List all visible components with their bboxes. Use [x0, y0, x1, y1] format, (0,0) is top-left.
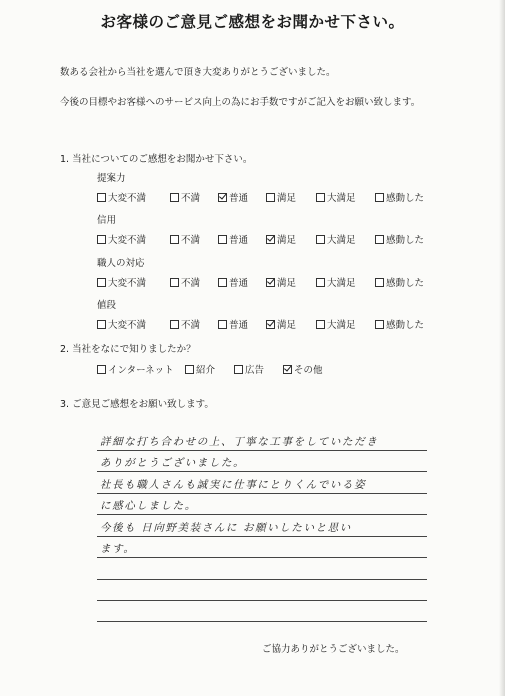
option-q1-0-2[interactable] — [218, 190, 248, 204]
option-label: 広告 — [245, 365, 265, 376]
option-q2-2[interactable] — [234, 362, 264, 376]
category-label: 提案力 — [97, 173, 126, 184]
option-q2-3[interactable] — [283, 362, 323, 376]
option-q1-0-3[interactable] — [266, 190, 296, 204]
scan-edge-shadow — [499, 0, 505, 696]
option-label: 大変不満 — [108, 320, 147, 331]
checkbox-q2-3[interactable] — [283, 365, 292, 374]
option-label: インターネット — [108, 365, 174, 376]
comment-rule-line — [97, 600, 427, 601]
option-q2-1[interactable] — [185, 362, 215, 376]
checkbox-q1-0-3[interactable] — [266, 193, 275, 202]
checkbox-q1-1-4[interactable] — [316, 235, 325, 244]
page-title: お客様のご意見ご感想をお聞かせ下さい。 — [100, 13, 405, 31]
option-q1-3-3[interactable] — [266, 317, 296, 331]
option-q1-3-0[interactable] — [97, 317, 146, 331]
handwritten-comment-line: に感心しました。 — [100, 500, 197, 512]
option-label: 大満足 — [327, 193, 356, 204]
option-label: 満足 — [277, 193, 297, 204]
option-q1-2-3[interactable] — [266, 275, 296, 289]
checkbox-q2-0[interactable] — [97, 365, 106, 374]
checkbox-q1-1-1[interactable] — [170, 235, 179, 244]
handwritten-comment-line: ありがとうございました。 — [100, 457, 246, 469]
option-q1-1-4[interactable] — [316, 232, 356, 246]
checkbox-q1-2-5[interactable] — [375, 278, 384, 287]
option-label: 不満 — [181, 278, 201, 289]
option-label: 普通 — [229, 320, 249, 331]
intro-text-2: 今後の目標やお客様へのサービス向上の為にお手数ですがご記入をお願い致します。 — [60, 97, 421, 108]
q2-heading: 2. 当社をなにで知りましたか？ — [60, 344, 196, 355]
option-label: 大満足 — [327, 278, 356, 289]
option-q1-1-1[interactable] — [170, 232, 200, 246]
comment-rule-line — [97, 536, 427, 537]
checkbox-q1-0-4[interactable] — [316, 193, 325, 202]
q3-heading: 3. ご意見ご感想をお願い致します。 — [60, 399, 214, 410]
intro-text-1: 数ある会社から当社を選んで頂き大変ありがとうございました。 — [60, 67, 336, 78]
option-q1-1-2[interactable] — [218, 232, 248, 246]
checkbox-q1-3-2[interactable] — [218, 320, 227, 329]
option-q1-3-1[interactable] — [170, 317, 200, 331]
comment-rule-line — [97, 514, 427, 515]
option-label: 不満 — [181, 193, 201, 204]
checkbox-q1-2-2[interactable] — [218, 278, 227, 287]
checkbox-q1-2-4[interactable] — [316, 278, 325, 287]
option-label: 不満 — [181, 235, 201, 246]
checkbox-q1-0-0[interactable] — [97, 193, 106, 202]
option-label: 感動した — [386, 278, 425, 289]
option-q1-1-3[interactable] — [266, 232, 296, 246]
checkbox-q1-1-3[interactable] — [266, 235, 275, 244]
option-q1-2-5[interactable] — [375, 275, 424, 289]
category-label: 信用 — [97, 215, 117, 226]
checkbox-q1-1-0[interactable] — [97, 235, 106, 244]
checkbox-q1-3-0[interactable] — [97, 320, 106, 329]
option-q1-1-0[interactable] — [97, 232, 146, 246]
checkbox-q1-0-2[interactable] — [218, 193, 227, 202]
option-label: 大変不満 — [108, 278, 147, 289]
option-label: 大満足 — [327, 320, 356, 331]
option-q1-2-0[interactable] — [97, 275, 146, 289]
option-label: 紹介 — [196, 365, 216, 376]
q1-heading: 1. 当社についてのご感想をお聞かせ下さい。 — [60, 154, 253, 165]
checkbox-q1-2-1[interactable] — [170, 278, 179, 287]
checkbox-q1-0-1[interactable] — [170, 193, 179, 202]
option-q2-0[interactable] — [97, 362, 174, 376]
checkbox-q2-2[interactable] — [234, 365, 243, 374]
option-q1-0-1[interactable] — [170, 190, 200, 204]
comment-rule-line — [97, 493, 427, 494]
comment-rule-line — [97, 557, 427, 558]
option-label: 大満足 — [327, 235, 356, 246]
option-q1-1-5[interactable] — [375, 232, 424, 246]
option-label: 大変不満 — [108, 193, 147, 204]
option-label: 満足 — [277, 278, 297, 289]
checkbox-q1-3-5[interactable] — [375, 320, 384, 329]
handwritten-comment-line: 社長も職人さんも誠実に仕事にとりくんでいる姿 — [100, 479, 367, 491]
checkbox-q2-1[interactable] — [185, 365, 194, 374]
handwritten-comment-line: 今後も 日向野美装さんに お願いしたいと思い — [100, 522, 352, 534]
comment-rule-line — [97, 621, 427, 622]
option-label: 満足 — [277, 320, 297, 331]
option-q1-2-1[interactable] — [170, 275, 200, 289]
option-label: 満足 — [277, 235, 297, 246]
comment-rule-line — [97, 471, 427, 472]
checkbox-q1-2-3[interactable] — [266, 278, 275, 287]
option-label: 感動した — [386, 235, 425, 246]
category-label: 値段 — [97, 300, 117, 311]
checkbox-q1-0-5[interactable] — [375, 193, 384, 202]
checkbox-q1-1-5[interactable] — [375, 235, 384, 244]
handwritten-comment-line: 詳細な打ち合わせの上、丁寧な工事をしていただき — [100, 436, 379, 448]
checkbox-q1-1-2[interactable] — [218, 235, 227, 244]
checkbox-q1-3-3[interactable] — [266, 320, 275, 329]
option-label: その他 — [294, 365, 323, 376]
option-q1-0-0[interactable] — [97, 190, 146, 204]
checkbox-q1-2-0[interactable] — [97, 278, 106, 287]
option-label: 不満 — [181, 320, 201, 331]
comment-rule-line — [97, 579, 427, 580]
option-label: 普通 — [229, 193, 249, 204]
category-label: 職人の対応 — [97, 258, 145, 269]
option-label: 感動した — [386, 320, 425, 331]
option-q1-2-2[interactable] — [218, 275, 248, 289]
option-q1-0-5[interactable] — [375, 190, 424, 204]
option-label: 感動した — [386, 193, 425, 204]
checkbox-q1-3-1[interactable] — [170, 320, 179, 329]
comment-rule-line — [97, 450, 427, 451]
option-label: 大変不満 — [108, 235, 147, 246]
option-label: 普通 — [229, 278, 249, 289]
handwritten-comment-line: ます。 — [100, 543, 136, 555]
option-q1-3-4[interactable] — [316, 317, 356, 331]
option-q1-2-4[interactable] — [316, 275, 356, 289]
checkbox-q1-3-4[interactable] — [316, 320, 325, 329]
option-q1-3-5[interactable] — [375, 317, 424, 331]
option-q1-3-2[interactable] — [218, 317, 248, 331]
closing-text: ご協力ありがとうございました。 — [262, 644, 405, 655]
option-q1-0-4[interactable] — [316, 190, 356, 204]
option-label: 普通 — [229, 235, 249, 246]
